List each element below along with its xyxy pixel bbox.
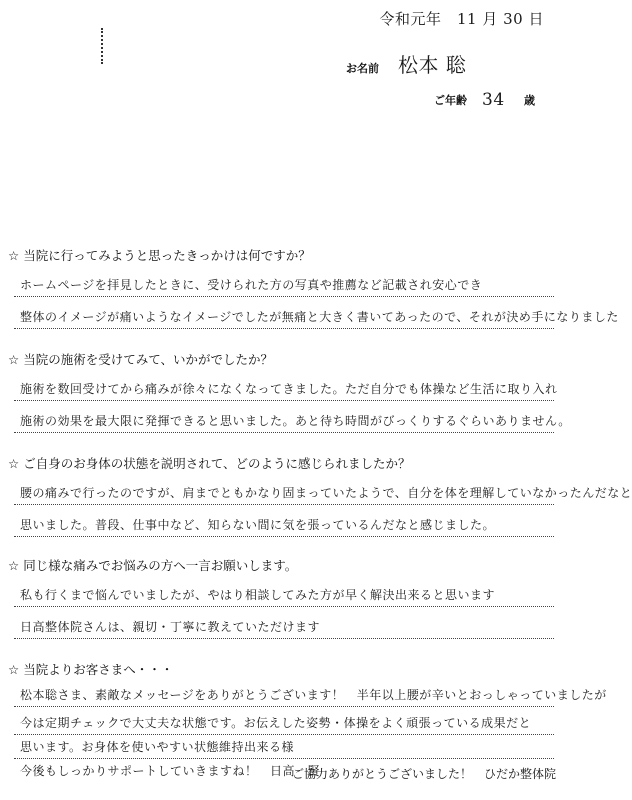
answer-text: 松本聡さま、素敵なメッセージをありがとうございます！ 半年以上腰が辛いとおっしゃっていましたが bbox=[20, 688, 607, 702]
star-icon: ☆ bbox=[8, 248, 20, 263]
age-unit: 歳 bbox=[524, 94, 535, 107]
answer-text: 整体のイメージが痛いようなイメージでしたが無痛と大きく書いてあったので、それが決め手になりました bbox=[20, 310, 619, 324]
answer-line bbox=[14, 298, 619, 329]
answer-line bbox=[14, 576, 554, 607]
answer-text: 日高整体院さんは、親切・丁寧に教えていただけます bbox=[20, 620, 321, 634]
answer-text: 今は定期チェックで大丈夫な状態です。お伝えした姿勢・体操をよく頑張っている成果だと bbox=[20, 716, 532, 730]
question-2 bbox=[8, 350, 273, 368]
question-text: 当院の施術を受けてみて、いかがでしたか？ bbox=[23, 352, 273, 367]
answer-text: 腰の痛みで行ったのですが、肩までともかなり固まっていたようで、自分を体を理解していなかったんだなと bbox=[20, 486, 632, 500]
question-1 bbox=[8, 246, 311, 264]
answer-line bbox=[14, 752, 321, 782]
answer-line bbox=[14, 370, 558, 401]
age-label: ご年齢 bbox=[434, 94, 467, 107]
name-label: お名前 bbox=[346, 62, 379, 75]
answer-line bbox=[14, 506, 554, 537]
star-icon: ☆ bbox=[8, 352, 20, 367]
footer-thanks: ご協力ありがとうございました！ ひだか整体院 bbox=[292, 767, 557, 781]
question-4 bbox=[8, 556, 297, 574]
date: 令和元年 11 月 30 日 bbox=[379, 10, 544, 28]
answer-text: 思いました。普段、仕事中など、知らない間に気を張っているんだなと感じました。 bbox=[20, 518, 496, 532]
answer-text: 今後もしっかりサポートしていきますね！ 日高 賢 bbox=[20, 764, 321, 778]
name-field bbox=[346, 54, 546, 80]
answer-line bbox=[14, 402, 571, 433]
question-text: ご自身のお身体の状態を説明されて、どのように感じられましたか？ bbox=[23, 456, 411, 471]
answer-text: ホームページを拝見したときに、受けられた方の写真や推薦など記載され安心でき bbox=[20, 278, 483, 292]
age-value: 34 bbox=[482, 90, 505, 110]
star-icon: ☆ bbox=[8, 456, 20, 471]
answer-line bbox=[14, 474, 632, 505]
question-text: 同じ様な痛みでお悩みの方へ一言お願いします。 bbox=[23, 558, 298, 573]
answer-line bbox=[14, 608, 554, 639]
answer-text: 施術を数回受けてから痛みが徐々になくなってきました。ただ自分でも体操など生活に取り入れ bbox=[20, 382, 558, 396]
answer-text: 思います。お身体を使いやすい状態維持出来る様 bbox=[20, 740, 295, 754]
question-3 bbox=[8, 454, 410, 472]
age-field bbox=[434, 88, 554, 112]
star-icon: ☆ bbox=[8, 558, 20, 573]
answer-line bbox=[14, 266, 554, 297]
name-value: 松本 聡 bbox=[398, 53, 467, 77]
question-text: 当院に行ってみようと思ったきっかけは何ですか？ bbox=[23, 248, 311, 263]
answer-line bbox=[14, 676, 607, 707]
answer-text: 私も行くまで悩んでいましたが、やはり相談してみた方が早く解決出来ると思います bbox=[20, 588, 496, 602]
answer-text: 施術の効果を最大限に発揮できると思いました。あと待ち時間がびっくりするぐらいありません。 bbox=[20, 414, 571, 428]
question-text: 当院よりお客さまへ・・・ bbox=[23, 662, 174, 677]
hole-punch-mark bbox=[101, 28, 106, 64]
star-icon: ☆ bbox=[8, 662, 20, 677]
